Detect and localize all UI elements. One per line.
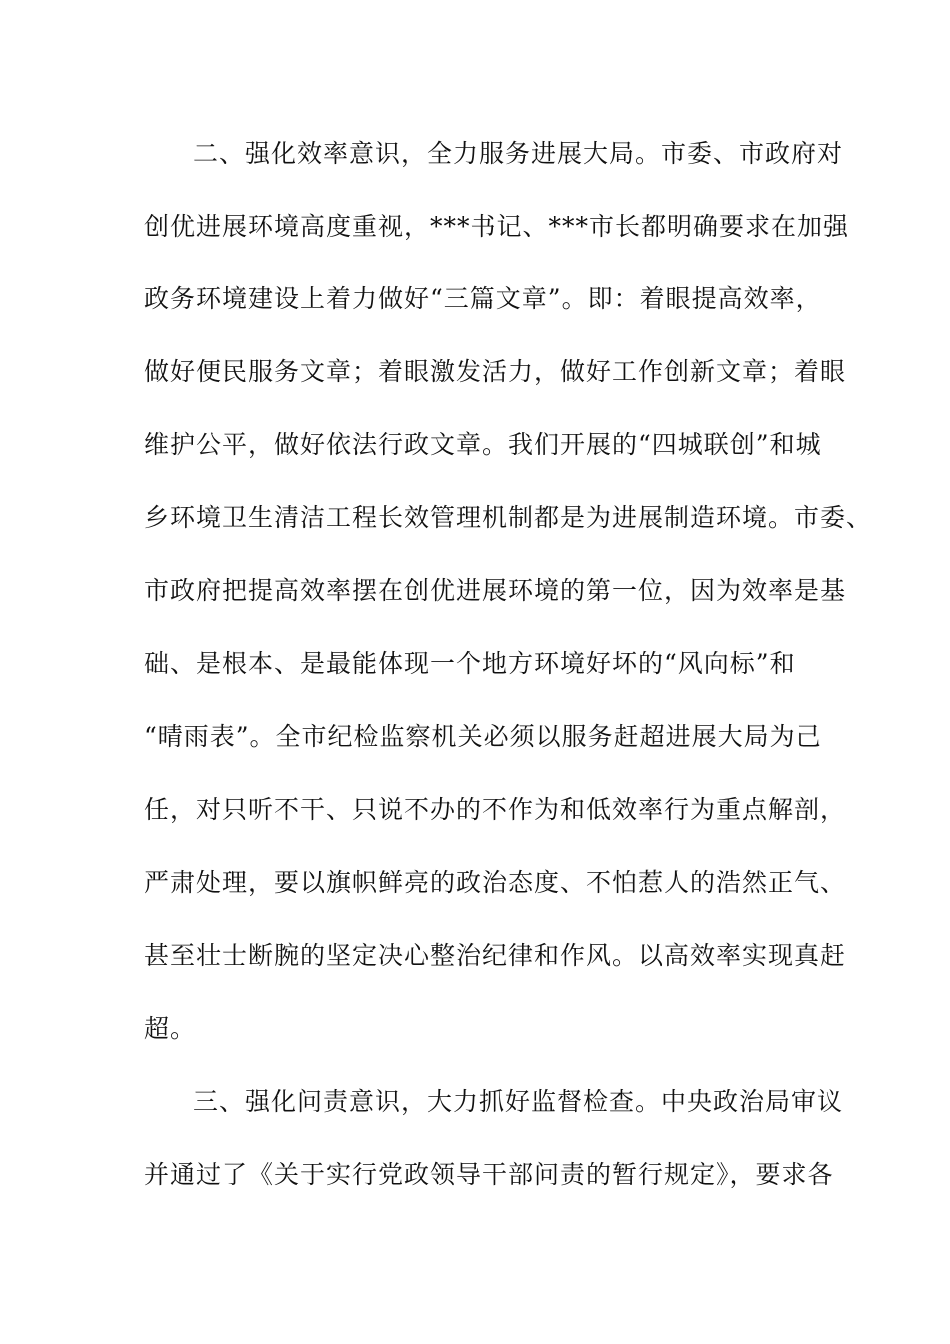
paragraph-2-line-11: 严肃处理，要以旗帜鲜亮的政治态度、不怕惹人的浩然正气、	[144, 868, 847, 897]
paragraph-2-line-1: 二、强化效率意识，全力服务进展大局。市委、市政府对	[193, 139, 844, 168]
paragraph-2-line-5: 维护公平，做好依法行政文章。我们开展的“四城联创”和城	[144, 430, 822, 459]
paragraph-3-line-1: 三、强化问责意识，大力抓好监督检查。中央政治局审议	[193, 1087, 844, 1116]
paragraph-2-line-4: 做好便民服务文章；着眼激发活力，做好工作创新文章；着眼	[144, 357, 847, 386]
paragraph-2-line-13: 超。	[144, 1014, 197, 1043]
paragraph-2-line-6: 乡环境卫生清洁工程长效管理机制都是为进展制造环境。市委、	[144, 503, 873, 532]
paragraph-2-line-9: “晴雨表”。全市纪检监察机关必须以服务赶超进展大局为己	[144, 722, 822, 751]
paragraph-2-line-12: 甚至壮士断腕的坚定决心整治纪律和作风。以高效率实现真赶	[144, 941, 847, 970]
paragraph-3-line-2: 并通过了《关于实行党政领导干部问责的暂行规定》，要求各	[144, 1160, 834, 1189]
paragraph-2-line-7: 市政府把提高效率摆在创优进展环境的第一位，因为效率是基	[144, 576, 847, 605]
paragraph-2-line-10: 任，对只听不干、只说不办的不作为和低效率行为重点解剖，	[144, 795, 847, 824]
paragraph-2-line-3: 政务环境建设上着力做好“三篇文章”。即：着眼提高效率，	[144, 284, 822, 313]
paragraph-2-line-2: 创优进展环境高度重视，***书记、***市长都明确要求在加强	[144, 212, 850, 241]
paragraph-2-line-8: 础、是根本、是最能体现一个地方环境好坏的“风向标”和	[144, 649, 796, 678]
